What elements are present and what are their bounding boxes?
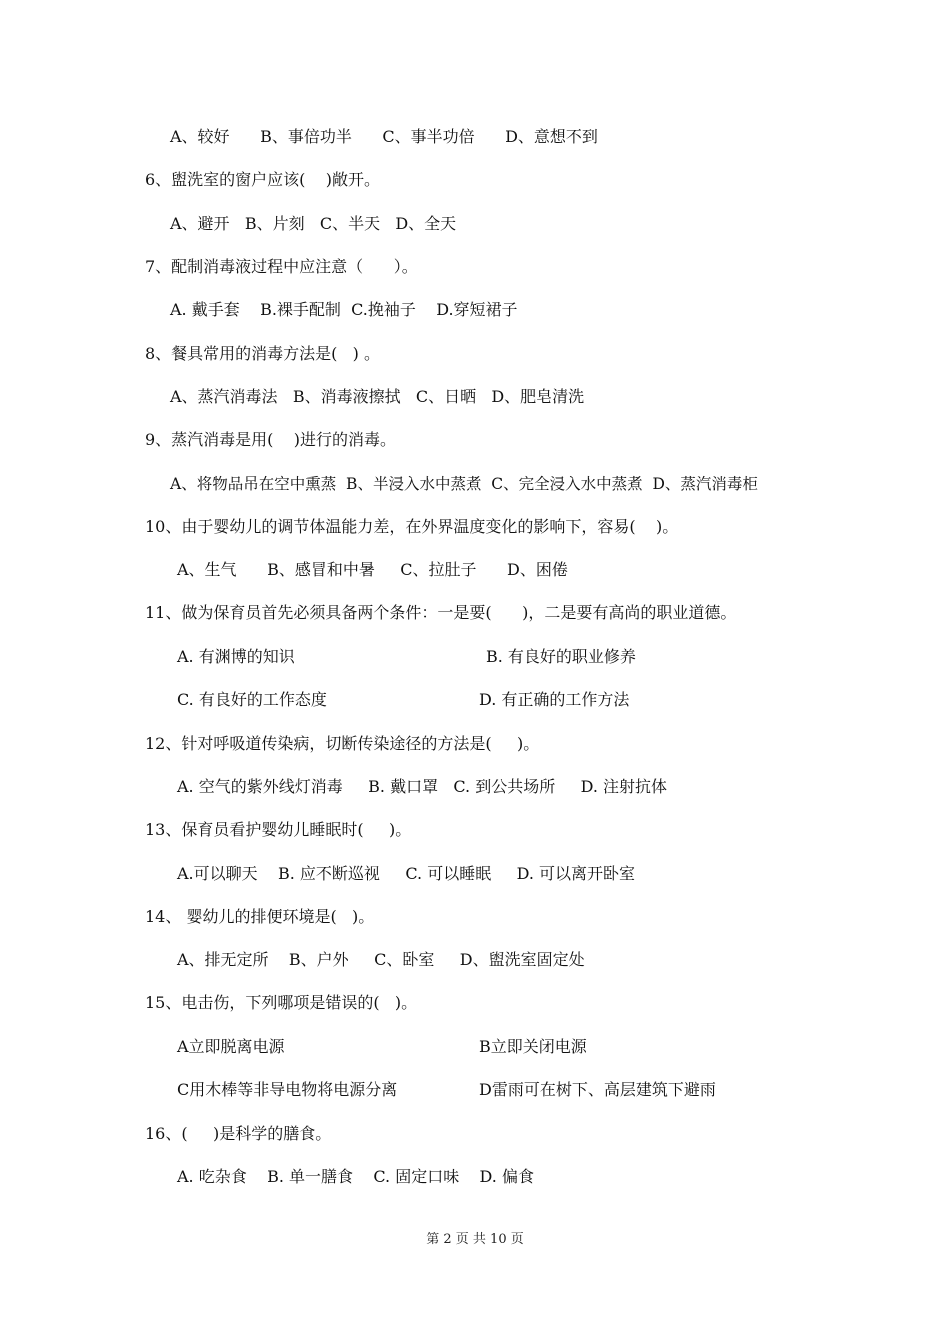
answer-option-15a: A立即脱离电源 <box>177 1037 285 1056</box>
question-11: 11、做为保育员首先必须具备两个条件：一是要( )，二是要有高尚的职业道德。 <box>145 603 737 622</box>
question-12: 12、针对呼吸道传染病，切断传染途径的方法是( )。 <box>145 734 540 753</box>
answer-option-11b: B. 有良好的职业修养 <box>486 647 636 666</box>
answer-option-11a: A. 有渊博的知识 <box>177 647 295 666</box>
answer-options-16: A. 吃杂食 B. 单一膳食 C. 固定口味 D. 偏食 <box>177 1167 534 1186</box>
answer-option-15b: B立即关闭电源 <box>479 1037 587 1056</box>
answer-options-8: A、蒸汽消毒法 B、消毒液擦拭 C、日晒 D、肥皂清洗 <box>170 387 585 406</box>
question-9: 9、蒸汽消毒是用( )进行的消毒。 <box>145 430 397 449</box>
question-6: 6、盥洗室的窗户应该( )敞开。 <box>145 170 381 189</box>
page-footer: 第 2 页 共 10 页 <box>426 1232 524 1247</box>
answer-options-6: A、避开 B、片刻 C、半天 D、全天 <box>170 214 457 233</box>
answer-options-13: A.可以聊天 B. 应不断巡视 C. 可以睡眠 D. 可以离开卧室 <box>177 864 636 883</box>
question-10: 10、由于婴幼儿的调节体温能力差，在外界温度变化的影响下，容易( )。 <box>145 517 679 536</box>
answer-options-10: A、生气 B、感冒和中暑 C、拉肚子 D、困倦 <box>177 560 568 579</box>
answer-option-15d: D雷雨可在树下、高层建筑下避雨 <box>479 1080 716 1099</box>
answer-options: A、较好 B、事倍功半 C、事半功倍 D、意想不到 <box>170 127 598 146</box>
answer-options-14: A、排无定所 B、户外 C、卧室 D、盥洗室固定处 <box>177 950 585 969</box>
question-15: 15、电击伤，下列哪项是错误的( )。 <box>145 993 418 1012</box>
answer-options-12: A. 空气的紫外线灯消毒 B. 戴口罩 C. 到公共场所 D. 注射抗体 <box>177 777 668 796</box>
question-14: 14、 婴幼儿的排便环境是( )。 <box>145 907 375 926</box>
answer-option-15c: C用木棒等非导电物将电源分离 <box>177 1080 398 1099</box>
question-16: 16、( )是科学的膳食。 <box>145 1124 332 1143</box>
question-13: 13、保育员看护婴幼儿睡眠时( )。 <box>145 820 412 839</box>
answer-option-11d: D. 有正确的工作方法 <box>479 690 630 709</box>
answer-option-11c: C. 有良好的工作态度 <box>177 690 327 709</box>
answer-options-9: A、将物品吊在空中熏蒸 B、半浸入水中蒸煮 C、完全浸入水中蒸煮 D、蒸汽消毒柜 <box>170 475 758 493</box>
question-8: 8、餐具常用的消毒方法是( ) 。 <box>145 344 381 363</box>
question-7: 7、配制消毒液过程中应注意（ ）。 <box>145 257 418 276</box>
answer-options-7: A. 戴手套 B.裸手配制 C.挽袖子 D.穿短裙子 <box>170 300 518 319</box>
